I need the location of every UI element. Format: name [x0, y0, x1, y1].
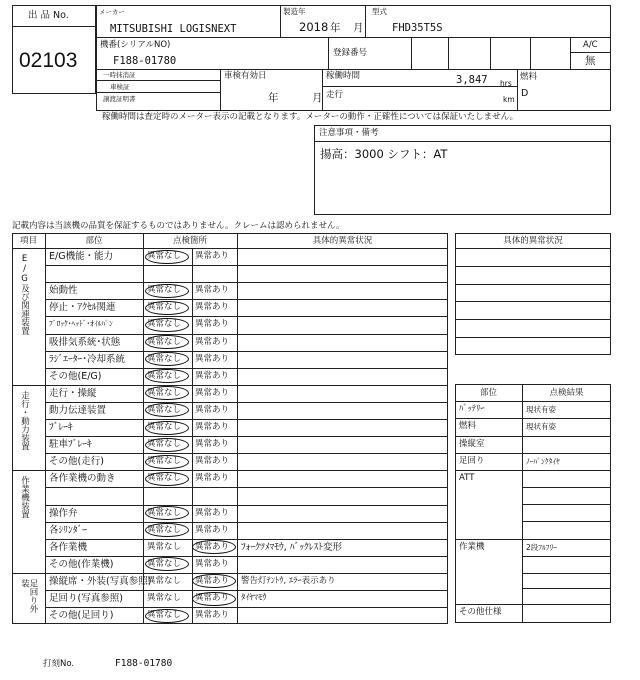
group-label-2: 作業機装置 [19, 476, 30, 519]
status-circle [145, 318, 189, 332]
ac-label: A/C [583, 40, 598, 50]
ac-value: 無 [585, 55, 596, 67]
inspection-year-unit: 年 [268, 92, 279, 104]
status-abnormal: 異常あり [195, 251, 230, 261]
row-part: E/G機能・能力 [49, 251, 114, 262]
disclaimer: 記載内容は当該機の品質を保証するものではありません。クレームは認められません。 [12, 221, 345, 231]
hours-label: 稼働時間 [326, 71, 361, 81]
status-abnormal: 異常あり [195, 422, 230, 432]
row-detail: 警告灯ﾃﾝﾄｳ, ｴﾗｰ表示あり [241, 575, 336, 586]
row-part: ﾌﾞﾛｯｸ･ﾍｯﾄﾞ･ｵｲﾙﾊﾟﾝ [49, 319, 113, 329]
status-normal: 異常なし [147, 404, 182, 415]
status-circle [145, 301, 189, 315]
results-part: ﾊﾞｯﾃﾘｰ [459, 404, 485, 414]
table-header-0: 項目 [19, 236, 37, 246]
status-normal: 異常なし [147, 302, 182, 313]
hours-unit: hrs [500, 79, 512, 88]
row-part: 各作業機の動き [49, 473, 116, 485]
status-normal: 異常なし [147, 336, 182, 347]
row-detail: ﾀｲﾔﾏﾓｳ [241, 593, 267, 603]
serial-label: 機番(シリアルNO) [100, 40, 171, 50]
year-label: 製造年 [283, 7, 306, 16]
hours-note: 稼働時間は査定時のメーター表示の記載となります。メーターの動作・正確性については保証いたしません。 [102, 112, 519, 122]
serial-value: F188-01780 [113, 55, 177, 67]
row-part: その他(足回り) [49, 610, 114, 622]
status-normal: 異常なし [147, 285, 182, 296]
status-abnormal: 異常あり [195, 575, 230, 586]
fuel-value: D [521, 88, 529, 99]
status-abnormal: 異常あり [195, 285, 230, 296]
listing-number: 02103 [19, 49, 78, 72]
status-normal: 異常なし [147, 593, 182, 603]
status-circle [145, 472, 189, 486]
status-abnormal: 異常あり [195, 541, 230, 552]
stamp-value: F188-01780 [115, 658, 173, 669]
status-normal: 異常なし [147, 370, 182, 381]
results-value: 現状有姿 [526, 422, 556, 431]
status-normal: 異常なし [147, 575, 182, 586]
notes-label: 注意事項・備考 [319, 128, 379, 138]
status-abnormal: 異常あり [195, 302, 230, 313]
status-abnormal: 異常あり [195, 558, 230, 569]
row-part: 吸排気系統･状態 [49, 336, 121, 348]
results-part: その他仕様 [459, 607, 502, 617]
status-abnormal: 異常あり [195, 456, 230, 467]
group-label-0: E/G及び関連装置 [19, 254, 30, 335]
row-part: 各ｼﾘﾝﾀﾞｰ [49, 524, 88, 536]
status-circle [145, 506, 189, 520]
listing-number-label: 出 品 No. [28, 10, 69, 21]
maker-label: メーカー [99, 8, 125, 16]
row-part: ﾗｼﾞｴｰﾀｰ･冷却系統 [49, 353, 126, 365]
row-part: 始動性 [49, 285, 78, 297]
row-part: 足回り(写真参照) [49, 593, 123, 604]
maker-value: MITSUBISHI LOGISNEXT [110, 23, 237, 35]
status-circle [145, 335, 189, 349]
inspection-label: 車検有効日 [224, 71, 267, 81]
status-circle [145, 609, 189, 623]
fuel-label: 燃料 [520, 72, 538, 82]
registration-label: 登録番号 [333, 48, 368, 58]
table-header-2: 点検箇所 [172, 236, 207, 246]
results-part: ATT [459, 473, 475, 483]
row-detail: ﾌｫｰｸﾂﾒﾏﾓｳ, ﾊﾞｯｸﾚｽﾄ変形 [241, 541, 343, 553]
status-abnormal: 異常あり [195, 336, 230, 347]
status-circle [192, 592, 236, 606]
row-part: 駐車ﾌﾞﾚｰｷ [49, 439, 92, 451]
row-part: その他(作業機) [49, 558, 114, 570]
vehicle-certificate-label: 車検証 [110, 83, 130, 91]
results-value: 現状有姿 [526, 405, 556, 414]
status-normal: 異常なし [147, 541, 182, 552]
status-abnormal: 異常あり [195, 370, 230, 381]
status-normal: 異常なし [147, 439, 182, 450]
status-normal: 異常なし [147, 558, 182, 569]
year-value: 2018 [299, 20, 329, 34]
status-abnormal: 異常あり [195, 473, 230, 484]
distance-label: 走行 [326, 90, 344, 100]
year-unit: 年 [330, 22, 341, 34]
row-part: 各作業機 [49, 541, 88, 553]
row-part: その他(E/G) [49, 370, 102, 382]
status-normal: 異常なし [147, 456, 182, 467]
model-value: FHD35T5S [392, 22, 443, 34]
temp-registration-label: 一時抹消証 [103, 71, 136, 79]
table-header-1: 部位 [85, 236, 103, 246]
row-part: 操縦席・外装(写真参照) [49, 575, 152, 587]
row-part: 停止・ｱｸｾﾙ関連 [49, 302, 116, 314]
status-abnormal: 異常あり [195, 610, 230, 621]
status-normal: 異常なし [147, 473, 182, 484]
status-normal: 異常なし [147, 524, 182, 535]
row-part: 動力伝達装置 [49, 404, 107, 416]
status-abnormal: 異常あり [195, 319, 230, 330]
stamp-label: 打刻No. [43, 659, 75, 669]
status-normal: 異常なし [147, 353, 182, 364]
status-circle [145, 455, 189, 469]
results-header-1: 点検結果 [549, 388, 584, 398]
distance-unit: km [503, 95, 515, 104]
status-abnormal: 異常あり [195, 387, 230, 398]
status-abnormal: 異常あり [195, 439, 230, 450]
results-part: 作業機 [459, 542, 485, 552]
transfer-certificate-label: 譲渡証明書 [103, 95, 136, 103]
inspection-month-unit: 月 [312, 92, 323, 104]
row-part: 走行・操縦 [49, 387, 97, 399]
results-part: 燃料 [459, 421, 477, 431]
status-abnormal: 異常あり [195, 524, 230, 535]
row-part: ﾌﾞﾚｰｷ [49, 422, 73, 433]
notes-box [314, 125, 611, 215]
status-abnormal: 異常あり [195, 353, 230, 364]
results-part: 操縦室 [459, 439, 485, 449]
status-normal: 異常なし [147, 387, 182, 398]
status-circle [145, 250, 189, 264]
results-header-0: 部位 [479, 388, 497, 398]
detail-table-header: 具体的異常状況 [503, 236, 563, 246]
hours-value: 3,847 [456, 74, 488, 86]
results-value: ﾉｰﾊﾟﾝｸﾀｲﾔ [526, 457, 560, 466]
results-part: 足回り [459, 456, 485, 466]
group-label-3: 足回り外装 [19, 578, 38, 613]
results-value: 2段ﾌﾙﾌﾘｰ [526, 543, 558, 552]
status-abnormal: 異常あり [195, 404, 230, 415]
status-normal: 異常なし [147, 422, 182, 432]
month-unit: 月 [353, 22, 364, 34]
status-circle [145, 421, 189, 435]
status-normal: 異常なし [147, 610, 182, 621]
group-label-1: 走行・動力装置 [19, 390, 30, 451]
status-circle [145, 284, 189, 298]
status-circle [145, 438, 189, 452]
status-normal: 異常なし [147, 507, 182, 518]
status-normal: 異常なし [147, 251, 182, 261]
status-abnormal: 異常あり [195, 593, 230, 603]
status-abnormal: 異常あり [195, 507, 230, 518]
status-normal: 異常なし [147, 319, 182, 330]
table-header-3: 具体的異常状況 [312, 236, 373, 246]
notes-value: 揚高：3000 シフト：AT [320, 147, 448, 161]
row-part: その他(走行) [49, 456, 104, 468]
model-label: 型式 [372, 7, 387, 16]
row-part: 操作弁 [49, 507, 78, 519]
